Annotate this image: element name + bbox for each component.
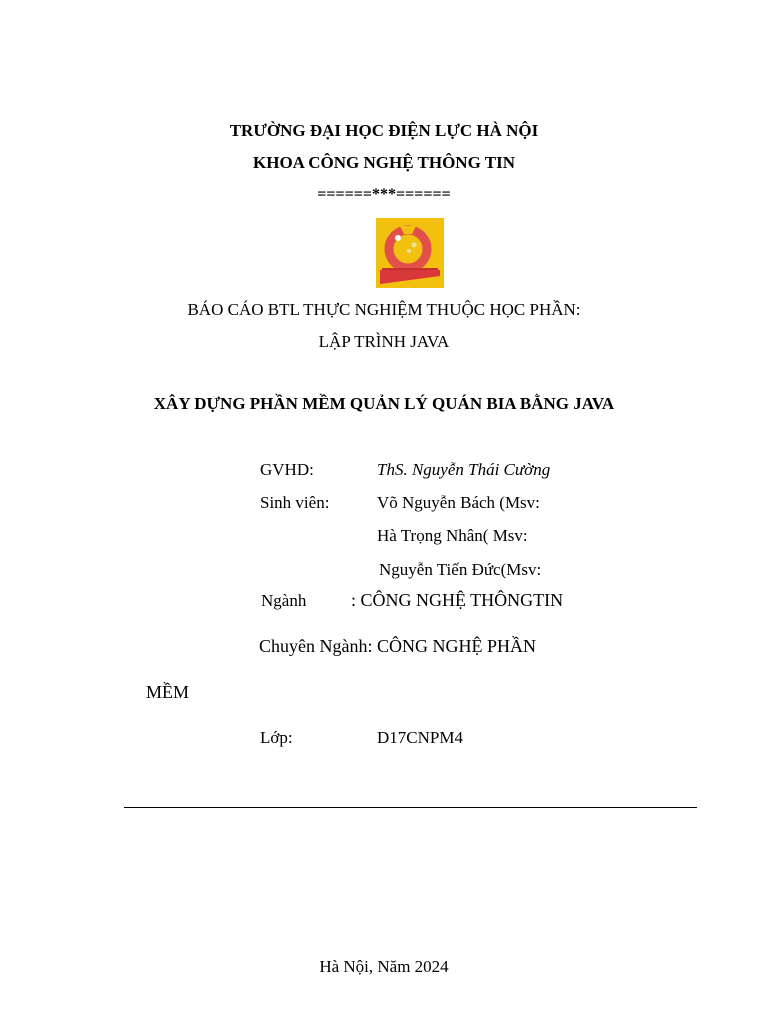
university-logo-icon bbox=[376, 218, 444, 288]
advisor-label: GVHD: bbox=[260, 460, 314, 479]
title-separator: ======***====== bbox=[317, 186, 451, 203]
student-1: Võ Nguyễn Bách (Msv: bbox=[377, 493, 540, 512]
student-3: Nguyễn Tiến Đức(Msv: bbox=[379, 560, 542, 579]
place-date: Hà Nội, Năm 2024 bbox=[319, 957, 449, 976]
specialty-line: Chuyên Ngành: CÔNG NGHỆ PHẦN bbox=[259, 636, 536, 656]
course-name: LẬP TRÌNH JAVA bbox=[318, 332, 450, 351]
project-title: XÂY DỰNG PHẦN MỀM QUẢN LÝ QUÁN BIA BẰNG JAVA bbox=[153, 394, 615, 413]
report-type: BÁO CÁO BTL THỰC NGHIỆM THUỘC HỌC PHẦN: bbox=[187, 300, 581, 319]
specialty-wrap: MỀM bbox=[146, 682, 190, 702]
class-value: D17CNPM4 bbox=[377, 728, 463, 747]
university-name: TRƯỜNG ĐẠI HỌC ĐIỆN LỰC HÀ NỘI bbox=[229, 121, 539, 140]
major-value: : CÔNG NGHỆ THÔNGTIN bbox=[351, 590, 564, 610]
advisor-name: ThS. Nguyễn Thái Cường bbox=[377, 460, 551, 479]
horizontal-rule bbox=[124, 807, 697, 808]
student-2: Hà Trọng Nhân( Msv: bbox=[377, 526, 528, 545]
faculty-name: KHOA CÔNG NGHỆ THÔNG TIN bbox=[253, 153, 515, 172]
major-label: Ngành bbox=[261, 591, 307, 610]
class-label: Lớp: bbox=[260, 728, 293, 747]
students-label: Sinh viên: bbox=[260, 493, 330, 512]
